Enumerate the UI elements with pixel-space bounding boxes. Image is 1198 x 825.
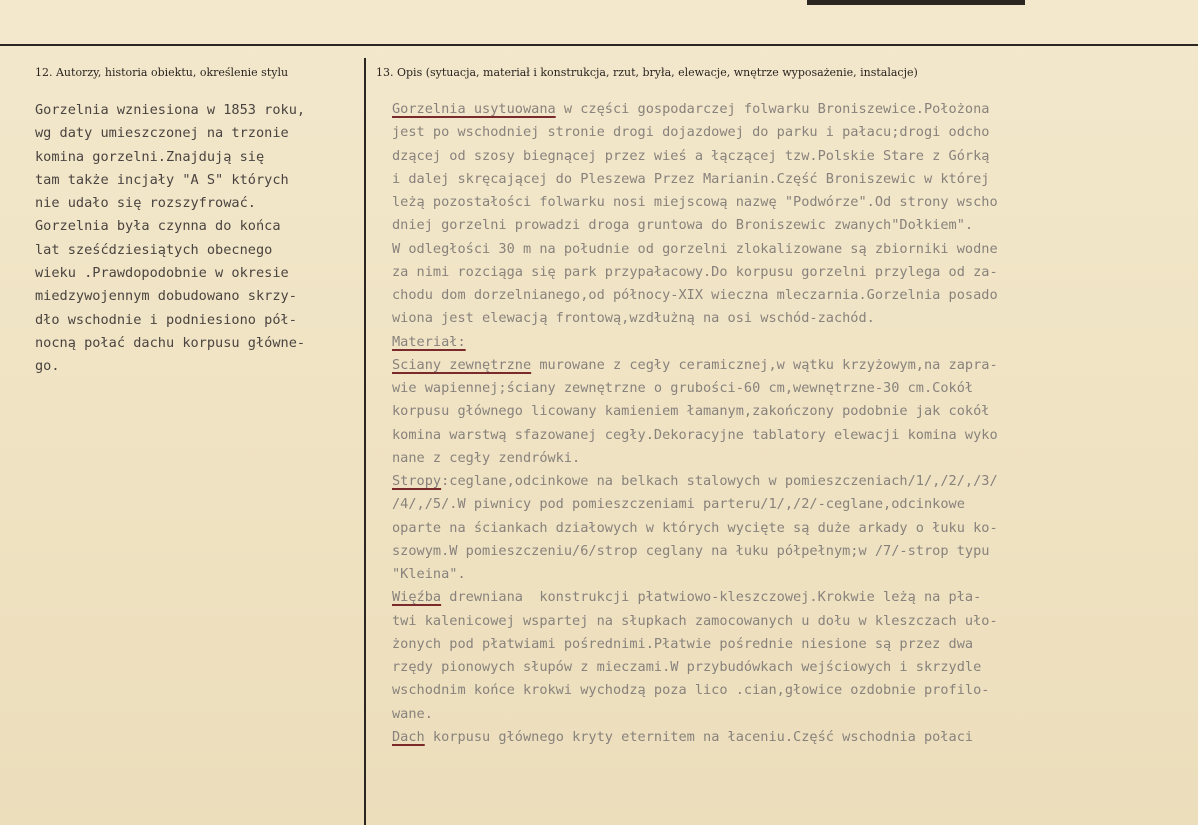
description-line <box>392 307 1192 330</box>
line-text: nane z cegły zendrówki. <box>392 449 581 466</box>
underlined-term: Stropy <box>392 473 442 489</box>
line-text: wie wapiennej;ściany zewnętrzne o grubości-60 cm,wewnętrzne-30 cm.Cokół <box>392 380 974 396</box>
line-text: twi kalenicowej wspartej na słupkach zamocowanych u dołu w kleszczach uło- <box>392 612 998 629</box>
description-line <box>392 214 1192 237</box>
history-line: go. <box>35 358 60 375</box>
underlined-term: Dach <box>392 728 425 745</box>
history-line: tam także incjały "A S" których <box>35 171 289 188</box>
line-text: korpusu głównego kryty eternitem na łaceniu.Część wschodnia połaci <box>424 728 974 745</box>
column-divider <box>364 58 366 825</box>
description-line <box>392 424 1192 447</box>
history-line: komina gorzelni.Znajdują się <box>35 148 265 165</box>
description-line <box>392 400 1192 423</box>
line-text: wane. <box>392 705 433 722</box>
section-12-heading: 12. Autorzy, historia obiektu, określenie stylu <box>35 66 289 79</box>
line-text: komina warstwą sfazowanej cegły.Dekoracyjne tablatory elewacji komina wyko <box>392 426 998 443</box>
description-line <box>392 517 1192 540</box>
description-line <box>392 586 1192 609</box>
line-text: dniej gorzelni prowadzi droga gruntowa do Broniszewic zwanych"Dołkiem". <box>392 217 974 234</box>
underlined-term: Sciany zewnętrzne <box>392 356 532 373</box>
underlined-term: Gorzelnia usytuowana <box>392 101 556 117</box>
header-rule <box>0 44 1198 46</box>
description-line <box>392 493 1192 516</box>
description-line <box>392 284 1192 307</box>
line-text: W odległości 30 m na południe od gorzelni zlokalizowane są zbiorniki wodne <box>392 240 998 257</box>
line-text: jest po wschodniej stronie drogi dojazdowej do parku i pałacu;drogi odcho <box>392 124 990 141</box>
line-text: wschodnim końce krokwi wychodzą poza lico .cian,głowice ozdobnie profilo- <box>392 682 990 699</box>
line-text: rzędy pionowych słupów z mieczami.W przybudówkach wejściowych i skrzydle <box>392 659 982 675</box>
line-text: za nimi rozciąga się park przypałacowy.Do korpusu gorzelni przylega od za- <box>392 263 998 280</box>
underlined-term: Materiał: <box>392 333 466 350</box>
line-text: drewniana konstrukcji płatwiowo-kleszczowej.Krokwie leżą na pła- <box>441 589 982 606</box>
line-text: żonych pod płatwiami pośrednimi.Płatwie pośrednie niesione są przez dwa <box>392 635 974 652</box>
underlined-term: Więźba <box>392 589 442 606</box>
description-line <box>392 377 1192 400</box>
description-line <box>392 145 1192 168</box>
line-text: szowym.W pomieszczeniu/6/strop ceglany na łuku półpełnym;w /7/-strop typu <box>392 542 990 559</box>
section-13-heading: 13. Opis (sytuacja, materiał i konstrukcja, rzut, bryła, elewacje, wnętrze wyposażenie, instalacje) <box>376 66 918 79</box>
line-text: wiona jest elewacją frontową,wzdłużną na osi wschód-zachód. <box>392 310 875 327</box>
description-line <box>392 261 1192 284</box>
history-text <box>35 99 355 379</box>
history-line: dło wschodnie i podniesiono pół- <box>35 311 297 328</box>
description-line <box>392 191 1192 214</box>
description-line <box>392 168 1192 191</box>
description-line <box>392 121 1192 144</box>
history-line: Gorzelnia wzniesiona w 1853 roku, <box>35 102 306 118</box>
history-line: wg daty umieszczonej na trzonie <box>35 125 289 142</box>
description-line <box>392 470 1192 493</box>
history-line: miedzywojennym dobudowano skrzy- <box>35 288 297 305</box>
description-line <box>392 238 1192 261</box>
history-line: nocną połać dachu korpusu główne- <box>35 334 306 351</box>
line-text: chodu dom dorzelnianego,od północy-XIX wieczna mleczarnia.Gorzelnia posado <box>392 287 998 303</box>
line-text: dzącej od szosy biegnącej przez wieś a łączącej tzw.Polskie Stare z Górką <box>392 147 990 164</box>
description-line <box>392 563 1192 586</box>
top-edge-mark <box>807 0 1025 5</box>
description-line <box>392 540 1192 563</box>
line-text: i dalej skręcającej do Pleszewa Przez Marianin.Część Broniszewic w której <box>392 170 990 187</box>
description-line <box>392 703 1192 726</box>
line-text: leżą pozostałości folwarku nosi miejscową nazwę "Podwórze".Od strony wscho <box>392 194 998 210</box>
line-text: oparte na ściankach działowych w których wycięte są duże arkady o łuku ko- <box>392 519 998 536</box>
description-line <box>392 726 1192 749</box>
line-text: "Kleina". <box>392 566 466 582</box>
description-line <box>392 447 1192 470</box>
description-line <box>392 98 1192 121</box>
line-text: korpusu głównego licowany kamieniem łamanym,zakończony podobnie jak cokół <box>392 403 990 420</box>
line-text: /4/,/5/.W piwnicy pod pomieszczeniami parteru/1/,/2/-ceglane,odcinkowe <box>392 496 965 513</box>
history-line: lat sześćdziesiątych obecnego <box>35 241 273 258</box>
history-line: Gorzelnia była czynna do końca <box>35 218 281 235</box>
description-line <box>392 656 1192 679</box>
description-line <box>392 354 1192 377</box>
description-line <box>392 633 1192 656</box>
line-text: murowane z cegły ceramicznej,w wątku krzyżowym,na zapra- <box>531 356 998 373</box>
history-line: nie udało się rozszyfrować. <box>35 195 256 212</box>
history-line: wieku .Prawdopodobnie w okresie <box>35 265 289 282</box>
description-line <box>392 679 1192 702</box>
description-text <box>392 98 1192 749</box>
description-line <box>392 331 1192 354</box>
line-text: :ceglane,odcinkowe na belkach stalowych w pomieszczeniach/1/,/2/,/3/ <box>441 473 998 489</box>
description-line <box>392 610 1192 633</box>
line-text: w części gospodarczej folwarku Broniszewice.Położona <box>555 101 990 117</box>
